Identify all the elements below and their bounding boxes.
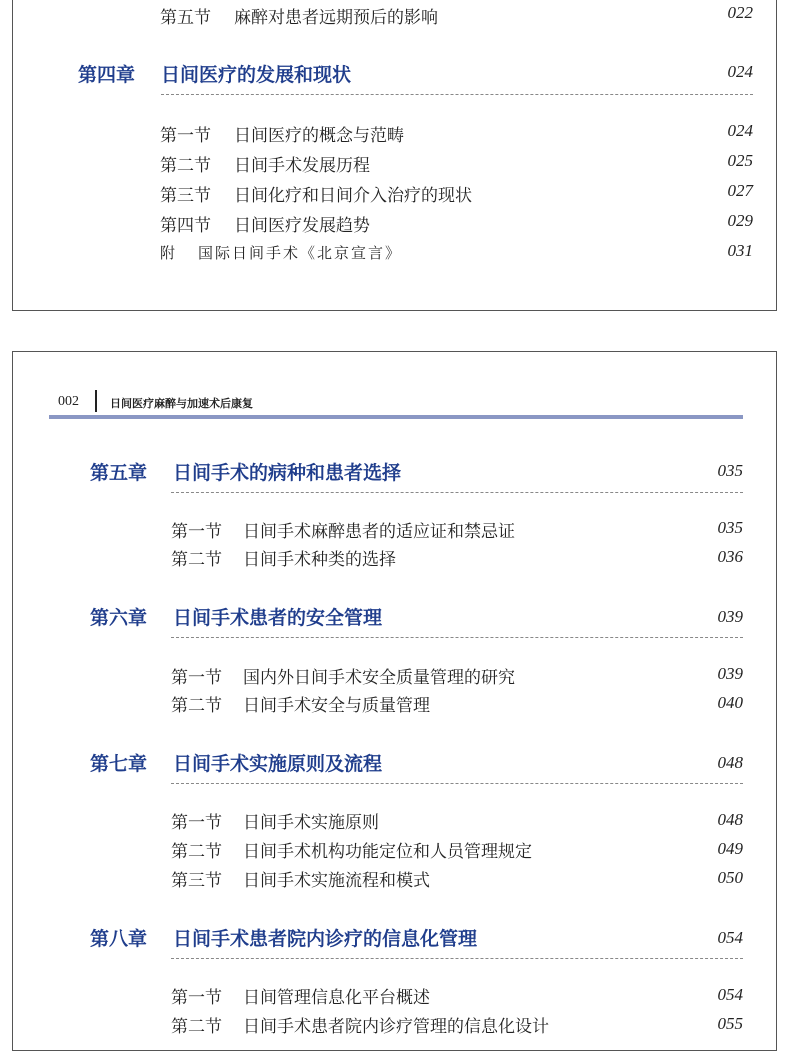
chapter-page-number: 048 (717, 753, 743, 772)
section-title: 国内外日间手术安全质量管理的研究 (243, 668, 515, 688)
page-number: 055 (717, 1014, 743, 1033)
section-title: 日间手术种类的选择 (243, 550, 396, 570)
section-title: 日间手术麻醉患者的适应证和禁忌证 (243, 522, 515, 542)
section-title: 日间管理信息化平台概述 (243, 988, 430, 1008)
section-label: 第一节 (171, 668, 222, 688)
header-rule (49, 415, 743, 419)
chapter-page-number: 039 (717, 607, 743, 626)
page-number: 022 (727, 3, 753, 22)
section-title: 日间化疗和日间介入治疗的现状 (234, 186, 472, 206)
chapter-divider (171, 492, 743, 493)
chapter-label: 第四章 (78, 64, 136, 86)
section-title: 日间手术患者院内诊疗管理的信息化设计 (243, 1017, 549, 1037)
section-label: 第二节 (171, 1017, 222, 1037)
section-label: 第五节 (160, 8, 211, 28)
section-label: 第一节 (160, 126, 211, 146)
chapter-title: 日间手术患者院内诊疗的信息化管理 (173, 928, 478, 950)
page-number: 040 (717, 693, 743, 712)
page-number: 031 (727, 241, 753, 260)
chapter-label: 第五章 (90, 462, 148, 484)
page-number: 048 (717, 810, 743, 829)
section-title: 日间手术发展历程 (234, 156, 370, 176)
page-number: 039 (717, 664, 743, 683)
chapter-label: 第七章 (90, 753, 148, 775)
toc-page-bottom (12, 351, 777, 1051)
chapter-title: 日间医疗的发展和现状 (161, 64, 352, 86)
chapter-divider (171, 783, 743, 784)
chapter-label: 第六章 (90, 607, 148, 629)
header-separator (95, 390, 97, 412)
toc-page-top (12, 0, 777, 311)
section-label: 第一节 (171, 522, 222, 542)
page-number: 049 (717, 839, 743, 858)
chapter-title: 日间手术患者的安全管理 (173, 607, 383, 629)
section-label: 第二节 (160, 156, 211, 176)
running-header-title: 日间医疗麻醉与加速术后康复 (110, 397, 253, 410)
chapter-divider (171, 958, 743, 959)
section-label: 第三节 (160, 186, 211, 206)
section-title: 日间医疗发展趋势 (234, 216, 370, 236)
section-title: 日间手术实施原则 (243, 813, 379, 833)
page-number: 029 (727, 211, 753, 230)
chapter-title: 日间手术的病种和患者选择 (173, 462, 402, 484)
running-header-page-number: 002 (58, 394, 79, 409)
appendix-label: 附 (160, 244, 178, 262)
page-number: 027 (727, 181, 753, 200)
page-number: 035 (717, 518, 743, 537)
section-title: 日间医疗的概念与范畴 (234, 126, 404, 146)
page-number: 050 (717, 868, 743, 887)
chapter-page-number: 054 (717, 928, 743, 947)
page-number: 025 (727, 151, 753, 170)
appendix-title: 国际日间手术《北京宣言》 (198, 244, 403, 262)
section-title: 日间手术实施流程和模式 (243, 871, 430, 891)
page-number: 024 (727, 121, 753, 140)
section-label: 第二节 (171, 550, 222, 570)
section-title: 麻醉对患者远期预后的影响 (234, 8, 438, 28)
page-number: 054 (717, 985, 743, 1004)
section-label: 第二节 (171, 696, 222, 716)
section-title: 日间手术机构功能定位和人员管理规定 (243, 842, 532, 862)
section-label: 第三节 (171, 871, 222, 891)
chapter-page-number: 035 (717, 461, 743, 480)
chapter-page-number: 024 (727, 62, 753, 81)
section-label: 第一节 (171, 988, 222, 1008)
chapter-divider (171, 637, 743, 638)
section-label: 第四节 (160, 216, 211, 236)
section-title: 日间手术安全与质量管理 (243, 696, 430, 716)
chapter-title: 日间手术实施原则及流程 (173, 753, 383, 775)
section-label: 第一节 (171, 813, 222, 833)
chapter-label: 第八章 (90, 928, 148, 950)
chapter-divider (161, 94, 753, 95)
page-number: 036 (717, 547, 743, 566)
section-label: 第二节 (171, 842, 222, 862)
